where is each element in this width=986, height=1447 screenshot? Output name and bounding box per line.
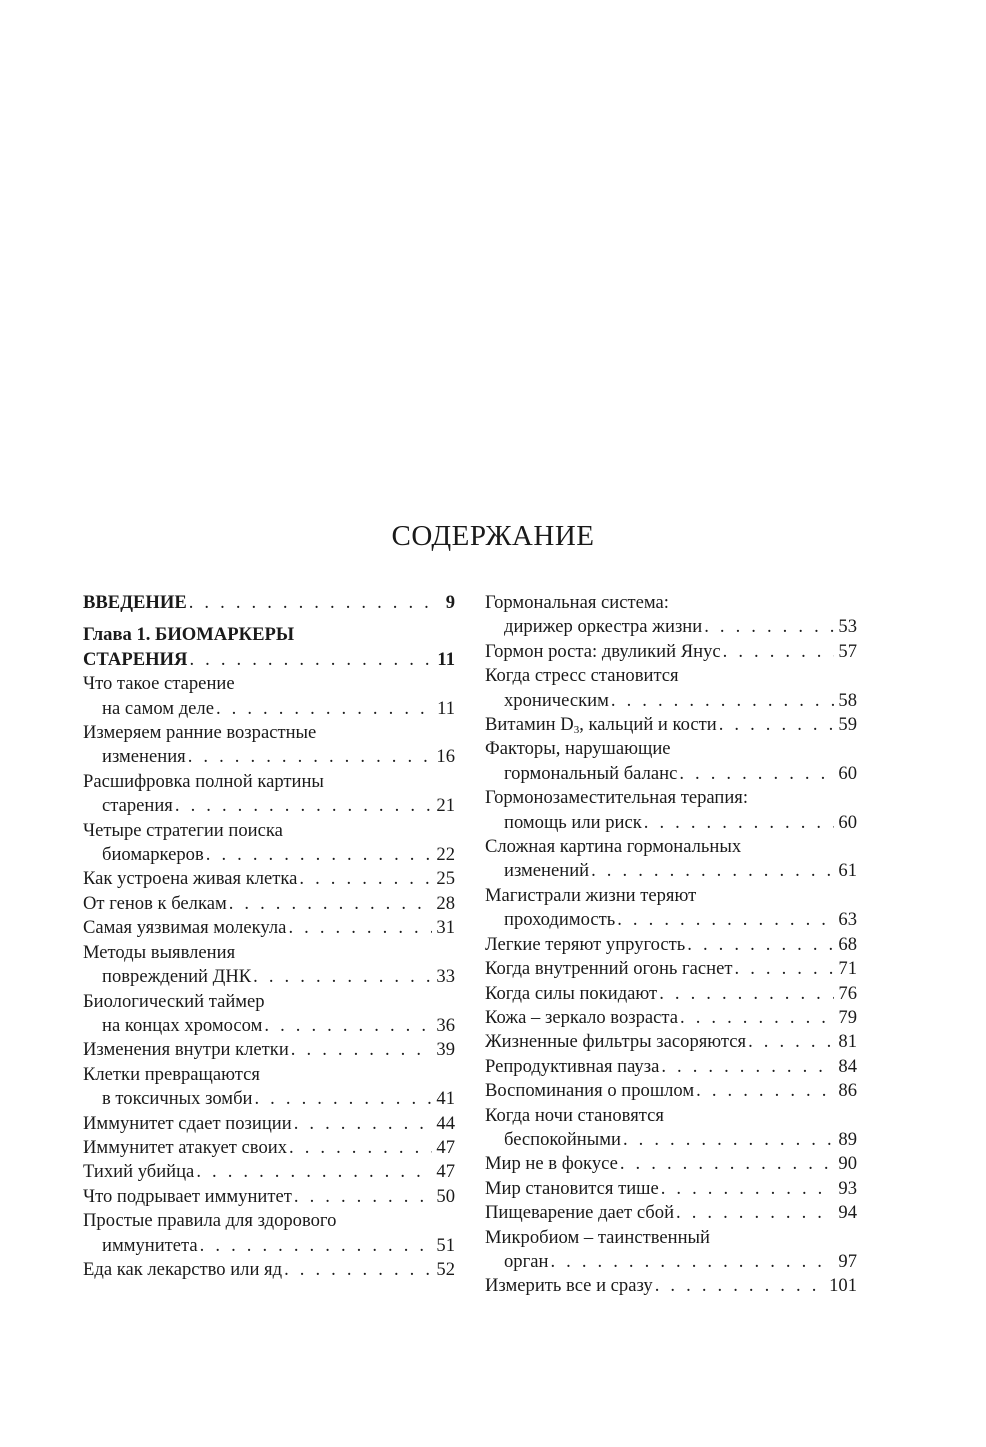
toc-entry-text: Мир становится тише	[485, 1177, 659, 1199]
dot-leader	[611, 689, 834, 713]
toc-entry-line	[485, 1250, 857, 1274]
toc-entry-text: Воспоминания о прошлом	[485, 1080, 695, 1102]
toc-entry-line	[485, 1177, 857, 1201]
dot-leader	[623, 1128, 834, 1152]
page-number: 61	[838, 860, 857, 882]
toc-entry	[485, 982, 857, 1006]
toc-entry-text: Тихий убийца	[83, 1161, 195, 1183]
toc-entry-line	[83, 1087, 455, 1111]
dot-leader	[216, 697, 432, 721]
toc-entry-line	[83, 672, 455, 696]
toc-entry	[485, 737, 857, 786]
toc-entry-text: помощь или риск	[504, 811, 642, 833]
toc-entry-line	[83, 1234, 455, 1258]
toc-entry-text: Простые правила для здорового	[83, 1210, 337, 1232]
toc-entry-text: Еда как лекарство или яд	[83, 1258, 283, 1280]
dot-leader	[661, 1177, 834, 1201]
page-number: 44	[436, 1112, 455, 1134]
page-number: 94	[838, 1202, 857, 1224]
toc-entry	[485, 1201, 857, 1225]
page-number: 33	[436, 966, 455, 988]
toc-entry-line	[83, 745, 455, 769]
toc-entry-text: хроническим	[504, 689, 609, 711]
toc-entry	[83, 1063, 455, 1112]
dot-leader	[644, 811, 834, 835]
toc-entry-text: Витамин $D_3$, кальций и кости	[485, 714, 717, 737]
toc-entry-line	[485, 615, 857, 639]
toc-entry-text: иммунитета	[102, 1234, 198, 1256]
page-number: 58	[838, 689, 857, 711]
toc-entry-line	[485, 1055, 857, 1079]
toc-entry	[485, 1006, 857, 1030]
toc-entry-line	[485, 1274, 857, 1298]
toc-entry-text: Что такое старение	[83, 673, 235, 695]
toc-entry-text: Биологический таймер	[83, 990, 265, 1012]
page-number: 11	[437, 697, 455, 719]
subscript: 3	[573, 724, 580, 737]
toc-entry-line	[485, 933, 857, 957]
dot-leader	[620, 1152, 834, 1176]
toc-entry-line	[83, 965, 455, 989]
dot-leader	[264, 1014, 432, 1038]
page-number: 36	[436, 1014, 455, 1036]
dot-leader	[289, 1136, 432, 1160]
dot-leader	[704, 615, 834, 639]
toc-entry	[83, 892, 455, 916]
toc-entry-line	[83, 843, 455, 867]
toc-entry-line	[83, 990, 455, 1014]
toc-entry	[83, 941, 455, 990]
dot-leader	[719, 713, 834, 737]
toc-entry-line	[485, 689, 857, 713]
toc-entry	[83, 770, 455, 819]
toc-entry-text: Репродуктивная пауза	[485, 1055, 660, 1077]
page-number: 81	[838, 1031, 857, 1053]
toc-entry-text: Магистрали жизни теряют	[485, 884, 697, 906]
page-number: 84	[838, 1055, 857, 1077]
toc-entry-text: Микробиом – таинственный	[485, 1226, 710, 1248]
toc-entry	[485, 1055, 857, 1079]
toc-entry-line	[83, 591, 455, 615]
page-number: 76	[838, 982, 857, 1004]
page-number: 47	[436, 1136, 455, 1158]
toc-entry-text: Пищеварение дает сбой	[485, 1202, 675, 1224]
toc-entry-text: Факторы, нарушающие	[485, 738, 671, 760]
dot-leader	[617, 908, 834, 932]
page-number: 68	[838, 933, 857, 955]
dot-leader	[680, 1006, 834, 1030]
dot-leader	[550, 1250, 834, 1274]
toc-entry	[83, 819, 455, 868]
toc-entry	[485, 1177, 857, 1201]
toc-chapter-entry	[83, 623, 455, 672]
toc-entry-line	[485, 1128, 857, 1152]
dot-leader	[591, 859, 834, 883]
toc-entry-text: Изменения внутри клетки	[83, 1039, 289, 1061]
toc-entry-line	[83, 1209, 455, 1233]
page-number: 60	[838, 762, 857, 784]
toc-entry-text: изменений	[504, 860, 590, 882]
toc-entry	[485, 1274, 857, 1298]
toc-entry-text: старения	[102, 795, 173, 817]
toc-entry	[485, 957, 857, 981]
page-number: 25	[436, 868, 455, 890]
dot-leader	[661, 1055, 834, 1079]
toc-right-column	[485, 591, 857, 1299]
page-number: 47	[436, 1161, 455, 1183]
dot-leader	[200, 1234, 432, 1258]
toc-entry-line	[485, 811, 857, 835]
toc-entry-text: Измеряем ранние возрастные	[83, 722, 317, 744]
toc-entry-text: Как устроена живая клетка	[83, 868, 298, 890]
page-number: 11	[437, 648, 455, 670]
toc-entry-line	[83, 892, 455, 916]
toc-entry-text: Мир не в фокусе	[485, 1153, 618, 1175]
toc-entry-line	[485, 1079, 857, 1103]
toc-entry-line	[485, 786, 857, 810]
toc-entry	[83, 867, 455, 891]
toc-entry-text: Иммунитет сдает позиции	[83, 1112, 292, 1134]
toc-entry-line	[485, 640, 857, 664]
dot-leader	[294, 1112, 432, 1136]
toc-entry-line	[485, 982, 857, 1006]
dot-leader	[291, 1038, 432, 1062]
toc-entry-line	[83, 623, 455, 647]
dot-leader	[206, 843, 432, 867]
toc-entry-line	[485, 884, 857, 908]
page-number: 31	[436, 917, 455, 939]
toc-entry	[83, 1136, 455, 1160]
toc-entry	[485, 1226, 857, 1275]
toc-entry-text: беспокойными	[504, 1128, 621, 1150]
page-number: 60	[838, 811, 857, 833]
toc-entry-line	[83, 1136, 455, 1160]
toc-entry-line	[485, 835, 857, 859]
toc-entry-text: Кожа – зеркало возраста	[485, 1006, 678, 1028]
dot-leader	[189, 648, 432, 672]
toc-entry-text: ВВЕДЕНИЕ	[83, 592, 187, 613]
toc-entry	[485, 1152, 857, 1176]
toc-entry-line	[83, 1063, 455, 1087]
toc-entry-line	[485, 1152, 857, 1176]
page-number: 90	[838, 1153, 857, 1175]
toc-entry-text: дирижер оркестра жизни	[504, 616, 703, 638]
toc-entry	[83, 1209, 455, 1258]
toc-entry-line	[485, 737, 857, 761]
toc-entry-text: Гормональная система:	[485, 592, 669, 613]
toc-entry-line	[485, 859, 857, 883]
dot-leader	[659, 982, 834, 1006]
page-number: 89	[838, 1128, 857, 1150]
toc-entry-line	[83, 1014, 455, 1038]
dot-leader	[655, 1274, 826, 1298]
dot-leader	[196, 1160, 432, 1184]
toc-entry-text: Когда внутренний огонь гаснет	[485, 958, 733, 980]
toc-entry	[83, 672, 455, 721]
toc-entry	[485, 933, 857, 957]
toc-entry-line	[485, 664, 857, 688]
dot-leader	[687, 933, 834, 957]
page-number: 22	[436, 844, 455, 866]
dot-leader	[735, 957, 834, 981]
toc-entry	[485, 1104, 857, 1153]
page-number: 21	[436, 795, 455, 817]
dot-leader	[294, 1185, 432, 1209]
toc-entry-text: Жизненные фильтры засоряются	[485, 1031, 747, 1053]
toc-entry-line	[485, 1201, 857, 1225]
toc-entry-text: Сложная картина гормональных	[485, 836, 742, 858]
toc-entry	[83, 990, 455, 1039]
dot-leader	[254, 1087, 432, 1111]
toc-entry-line	[485, 908, 857, 932]
toc-entry-line	[83, 1258, 455, 1282]
toc-entry-line	[485, 591, 857, 615]
page-number: 71	[838, 958, 857, 980]
toc-entry	[485, 1079, 857, 1103]
toc-entry-line	[83, 770, 455, 794]
toc-entry-text: Измерить все и сразу	[485, 1275, 653, 1297]
page-number: 101	[829, 1275, 857, 1297]
toc-entry	[83, 1185, 455, 1209]
toc-entry-line	[485, 957, 857, 981]
toc-entry-text: Глава 1. БИОМАРКЕРЫ	[83, 624, 295, 646]
page-number: 79	[838, 1006, 857, 1028]
toc-entry-text: Расшифровка полной картины	[83, 770, 324, 792]
toc-entry-line	[83, 697, 455, 721]
page-number: 97	[838, 1250, 857, 1272]
toc-entry-line	[83, 819, 455, 843]
toc-entry-text: Иммунитет атакует своих	[83, 1136, 287, 1158]
toc-entry-text: Самая уязвимая молекула	[83, 917, 287, 939]
toc-entry-text: гормональный баланс	[504, 762, 678, 784]
toc-entry	[83, 591, 455, 615]
page-number: 9	[445, 592, 455, 613]
toc-entry	[485, 786, 857, 835]
toc-entry-text: Когда силы покидают	[485, 982, 658, 1004]
page-number: 93	[838, 1177, 857, 1199]
toc-entry	[83, 1038, 455, 1062]
toc-entry-text: в токсичных зомби	[102, 1088, 253, 1110]
page-title: СОДЕРЖАНИЕ	[391, 520, 595, 552]
toc-entry-line	[83, 721, 455, 745]
toc-entry-line	[83, 1112, 455, 1136]
page-number: 39	[436, 1039, 455, 1061]
toc-entry-line	[83, 941, 455, 965]
toc-left-column	[83, 591, 455, 1282]
toc-entry-text: Четыре стратегии поиска	[83, 819, 283, 841]
toc-entry-text: на концах хромосом	[102, 1014, 263, 1036]
page-number: 57	[838, 640, 857, 662]
toc-entry-text: на самом деле	[102, 697, 214, 719]
page-number: 86	[838, 1080, 857, 1102]
toc-entry-line	[485, 1006, 857, 1030]
page-number: 50	[436, 1185, 455, 1207]
dot-leader	[189, 591, 432, 615]
toc-entry-text: Когда ночи становятся	[485, 1104, 664, 1126]
toc-entry-line	[83, 867, 455, 891]
toc-entry	[485, 1030, 857, 1054]
dot-leader	[188, 745, 432, 769]
page-number: 53	[838, 616, 857, 638]
toc-entry	[83, 1112, 455, 1136]
toc-entry	[485, 591, 857, 640]
toc-entry	[485, 640, 857, 664]
dot-leader	[679, 762, 834, 786]
toc-entry-text: проходимость	[504, 909, 616, 931]
toc-entry	[485, 835, 857, 884]
page-number: 16	[436, 746, 455, 768]
toc-entry	[83, 1258, 455, 1282]
toc-entry-text: Легкие теряют упругость	[485, 933, 686, 955]
dot-leader	[723, 640, 834, 664]
toc-entry-text: Клетки превращаются	[83, 1063, 260, 1085]
toc-entry	[83, 916, 455, 940]
toc-entry	[485, 664, 857, 713]
toc-entry-line	[83, 1160, 455, 1184]
toc-entry-line	[83, 916, 455, 940]
page-number: 59	[838, 714, 857, 736]
toc-entry-text: Гормон роста: двуликий Янус	[485, 640, 721, 662]
toc-entry-line	[485, 1104, 857, 1128]
toc-entry-line	[485, 713, 857, 737]
toc-entry-text: От генов к белкам	[83, 892, 227, 914]
page-number: 52	[436, 1258, 455, 1280]
toc-entry-text: орган	[504, 1250, 549, 1272]
toc-entry-line	[485, 762, 857, 786]
page-number: 51	[436, 1234, 455, 1256]
dot-leader	[748, 1030, 834, 1054]
dot-leader	[288, 916, 432, 940]
page-number: 63	[838, 909, 857, 931]
page-number: 41	[436, 1088, 455, 1110]
toc-entry-text: Что подрывает иммунитет	[83, 1185, 292, 1207]
toc-entry-text: биомаркеров	[102, 844, 204, 866]
toc-entry-line	[485, 1030, 857, 1054]
toc-entry-text: Гормонозаместительная терапия:	[485, 787, 748, 809]
toc-entry-line	[83, 794, 455, 818]
toc-entry	[485, 713, 857, 737]
page-number: 28	[436, 892, 455, 914]
toc-entry-line	[485, 1226, 857, 1250]
dot-leader	[299, 867, 432, 891]
toc-entry-text: Когда стресс становится	[485, 665, 679, 687]
dot-leader	[175, 794, 432, 818]
toc-entry	[83, 721, 455, 770]
toc-entry	[485, 884, 857, 933]
toc-entry-text: изменения	[102, 746, 186, 768]
dot-leader	[696, 1079, 834, 1103]
dot-leader	[253, 965, 432, 989]
toc-entry	[83, 1160, 455, 1184]
toc-entry-text: повреждений ДНК	[102, 966, 252, 988]
toc-entry-line	[83, 1185, 455, 1209]
toc-entry-text: Методы выявления	[83, 941, 236, 963]
toc-entry-text: СТАРЕНИЯ	[83, 648, 188, 670]
toc-entry-line	[83, 1038, 455, 1062]
dot-leader	[676, 1201, 834, 1225]
toc-entry-line	[83, 648, 455, 672]
dot-leader	[284, 1258, 432, 1282]
dot-leader	[229, 892, 432, 916]
